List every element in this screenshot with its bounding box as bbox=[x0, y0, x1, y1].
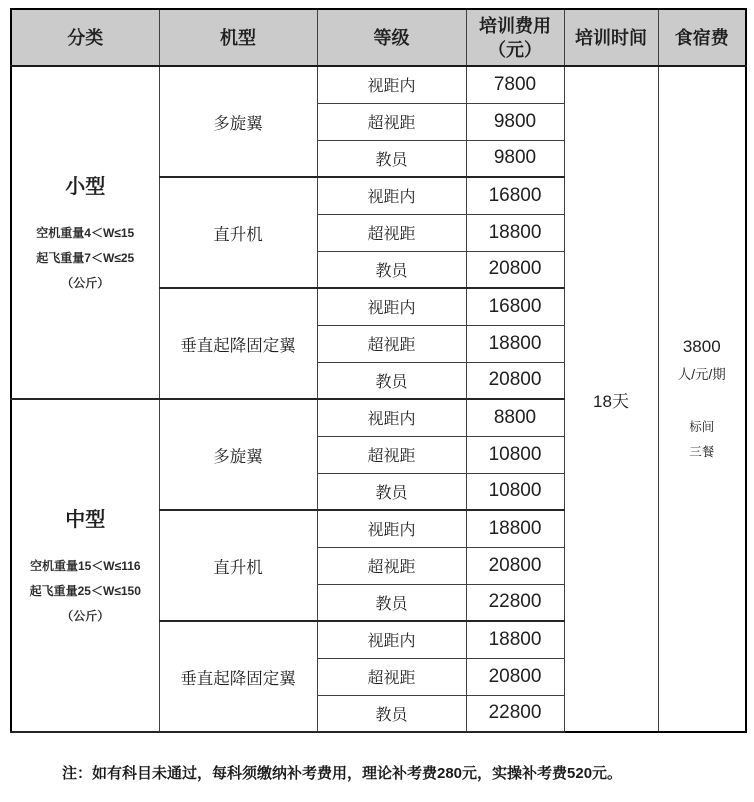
header-fee-line1: 培训费用 bbox=[479, 15, 551, 36]
fee-cell: 20800 bbox=[466, 658, 564, 695]
level-cell: 视距内 bbox=[317, 621, 466, 658]
level-cell: 超视距 bbox=[317, 436, 466, 473]
header-category: 分类 bbox=[11, 9, 159, 66]
fee-cell: 9800 bbox=[466, 103, 564, 140]
fee-cell: 18800 bbox=[466, 510, 564, 547]
training-time-cell: 18天 bbox=[564, 66, 658, 732]
level-cell: 视距内 bbox=[317, 510, 466, 547]
model-cell: 垂直起降固定翼 bbox=[159, 621, 317, 732]
footnote: 注：如有科目未通过，每科须缴纳补考费用，理论补考费280元，实操补考费520元。 bbox=[62, 765, 623, 782]
model-cell: 直升机 bbox=[159, 177, 317, 288]
fee-cell: 22800 bbox=[466, 584, 564, 621]
category-title: 小型 bbox=[65, 175, 106, 198]
level-cell: 超视距 bbox=[317, 103, 466, 140]
level-cell: 教员 bbox=[317, 362, 466, 399]
lodging-price: 3800 bbox=[682, 337, 721, 356]
level-cell: 视距内 bbox=[317, 66, 466, 103]
level-cell: 超视距 bbox=[317, 547, 466, 584]
header-row bbox=[11, 9, 746, 66]
level-cell: 超视距 bbox=[317, 214, 466, 251]
level-cell: 超视距 bbox=[317, 658, 466, 695]
header-level: 等级 bbox=[317, 9, 466, 66]
fee-cell: 16800 bbox=[466, 177, 564, 214]
fee-cell: 20800 bbox=[466, 362, 564, 399]
fee-cell: 18800 bbox=[466, 325, 564, 362]
header-fee bbox=[466, 9, 564, 66]
fee-cell: 18800 bbox=[466, 214, 564, 251]
lodging-spacer bbox=[659, 389, 746, 415]
fee-cell: 9800 bbox=[466, 140, 564, 177]
fee-cell: 22800 bbox=[466, 695, 564, 732]
table-row bbox=[11, 66, 746, 103]
level-cell: 视距内 bbox=[317, 177, 466, 214]
fee-cell: 10800 bbox=[466, 436, 564, 473]
level-cell: 视距内 bbox=[317, 399, 466, 436]
category-title: 中型 bbox=[65, 508, 106, 531]
level-cell: 教员 bbox=[317, 140, 466, 177]
header-lodging: 食宿费 bbox=[658, 9, 746, 66]
header-fee-line2: （元） bbox=[488, 39, 542, 60]
model-cell: 直升机 bbox=[159, 510, 317, 621]
model-cell: 垂直起降固定翼 bbox=[159, 288, 317, 399]
header-time: 培训时间 bbox=[564, 9, 658, 66]
category-weight-line: 起飞重量25＜W≤150 bbox=[29, 583, 141, 598]
level-cell: 视距内 bbox=[317, 288, 466, 325]
level-cell: 超视距 bbox=[317, 325, 466, 362]
fee-cell: 20800 bbox=[466, 547, 564, 584]
category-weight-line: 起飞重量7＜W≤25 bbox=[36, 250, 135, 265]
training-fee-table bbox=[10, 8, 747, 733]
fee-cell: 10800 bbox=[466, 473, 564, 510]
level-cell: 教员 bbox=[317, 251, 466, 288]
lodging-room: 标间 bbox=[689, 420, 715, 434]
category-weight-line: 空机重量4＜W≤15 bbox=[36, 225, 135, 240]
header-model: 机型 bbox=[159, 9, 317, 66]
fee-cell: 7800 bbox=[466, 66, 564, 103]
lodging-meals: 三餐 bbox=[689, 445, 715, 459]
fee-cell: 16800 bbox=[466, 288, 564, 325]
category-cell-small bbox=[11, 66, 159, 399]
level-cell: 教员 bbox=[317, 473, 466, 510]
category-weight-unit: （公斤） bbox=[61, 608, 110, 623]
category-cell-medium bbox=[11, 399, 159, 732]
lodging-cell bbox=[658, 66, 746, 732]
category-weight-line: 空机重量15＜W≤116 bbox=[29, 558, 141, 573]
fee-cell: 18800 bbox=[466, 621, 564, 658]
category-weight-unit: （公斤） bbox=[61, 275, 110, 290]
fee-cell: 8800 bbox=[466, 399, 564, 436]
fee-cell: 20800 bbox=[466, 251, 564, 288]
level-cell: 教员 bbox=[317, 584, 466, 621]
level-cell: 教员 bbox=[317, 695, 466, 732]
model-cell: 多旋翼 bbox=[159, 66, 317, 177]
lodging-unit: 人/元/期 bbox=[677, 367, 726, 382]
model-cell: 多旋翼 bbox=[159, 399, 317, 510]
